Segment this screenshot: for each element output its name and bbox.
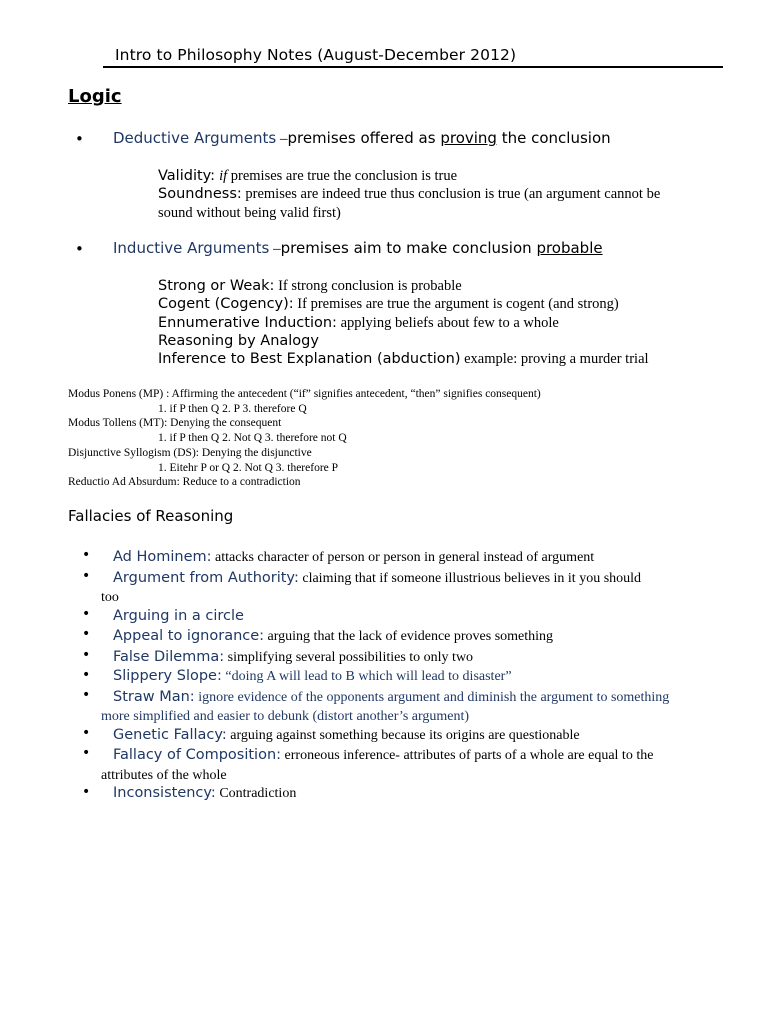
def-abduction [158,350,649,368]
fallacy-item [113,745,653,765]
section-heading-fallacies: Fallacies of Reasoning [68,507,234,525]
cogent-term: Cogent (Cogency): [158,296,294,312]
fallacy-bullet: • [82,547,91,563]
fallacy-term: Arguing in a circle [113,608,244,624]
def-soundness-continued [158,204,341,222]
validity-text: premises are true the conclusion is true [227,168,458,184]
soundness-cont: sound without being valid first) [158,205,341,221]
fallacy-bullet: • [82,568,91,584]
fallacy-item-continued [101,587,119,607]
fallacy-text-cont: attributes of the whole [101,768,227,783]
analogy-term: Reasoning by Analogy [158,333,319,349]
fallacy-text: erroneous inference- attributes of parts of a whole are equal to the [281,748,654,763]
fallacy-text: arguing that the lack of evidence proves something [264,629,554,644]
validity-term: Validity: [158,168,216,184]
abduction-text: example: proving a murder trial [460,351,649,367]
fallacy-text: simplifying several possibilities to only two [224,650,474,665]
deductive-text-pre: premises offered as [287,129,441,147]
rule-modus-ponens-form: 1. if P then Q 2. P 3. therefore Q [158,403,307,415]
fallacy-item [113,687,669,707]
def-cogent [158,295,619,313]
fallacy-term: Ad Hominem: [113,549,212,565]
def-soundness [158,185,660,203]
fallacy-text: claiming that if someone illustrious believes in it you should [298,571,642,586]
soundness-text: premises are indeed true thus conclusion is true (an argument cannot be [241,186,661,202]
fallacy-term: Straw Man: [113,689,195,705]
fallacy-term: Argument from Authority: [113,570,299,586]
fallacy-bullet: • [82,647,91,663]
inductive-emph: probable [536,239,603,257]
cogent-text: If premises are true the argument is cogent (and strong) [293,296,619,312]
rule-reductio: Reductio Ad Absurdum: Reduce to a contradiction [68,476,301,488]
validity-if: if [219,168,228,184]
deductive-text-post: the conclusion [496,129,611,147]
fallacy-bullet: • [82,626,91,642]
fallacy-item [113,666,512,686]
inductive-text-pre: premises aim to make conclusion [280,239,537,257]
fallacy-item [113,725,580,745]
fallacy-text: attacks character of person or person in general instead of argument [211,550,595,565]
rule-modus-ponens: Modus Ponens (MP) : Affirming the antecedent (“if” signifies antecedent, “then” signifies consequent) [68,388,541,400]
fallacy-item [113,626,553,646]
bullet-inductive: • [75,240,84,258]
fallacy-bullet: • [82,687,91,703]
bullet-deductive: • [75,130,84,148]
rule-modus-tollens-form: 1. if P then Q 2. Not Q 3. therefore not Q [158,432,347,444]
deductive-term: Deductive Arguments [113,129,277,147]
inductive-arguments-line [113,239,603,258]
fallacy-item [113,606,244,626]
fallacy-item [113,568,641,588]
strong-weak-term: Strong or Weak: [158,278,275,294]
fallacy-term: Slippery Slope: [113,668,222,684]
rule-disjunctive-syllogism-form: 1. Eitehr P or Q 2. Not Q 3. therefore P [158,462,339,474]
deductive-arguments-line [113,129,611,148]
inductive-dash: – [273,241,281,257]
fallacy-item [113,783,296,803]
rule-disjunctive-syllogism: Disjunctive Syllogism (DS): Denying the disjunctive [68,447,312,459]
def-strong-weak [158,277,462,295]
fallacy-item [113,647,473,667]
fallacy-text-cont: too [101,590,119,605]
fallacy-bullet: • [82,745,91,761]
fallacy-bullet: • [82,725,91,741]
fallacy-bullet: • [82,606,91,622]
fallacy-term: False Dilemma: [113,649,225,665]
fallacy-text-cont: more simplified and easier to debunk (distort another’s argument) [101,709,470,724]
def-analogy [158,332,319,350]
fallacy-bullet: • [82,667,91,683]
fallacy-text: “doing A will lead to B which will lead to disaster” [221,669,512,684]
title-underline-rule [103,66,723,68]
ennumerative-term: Ennumerative Induction: [158,315,337,331]
fallacy-item-continued [101,765,227,785]
document-title: Intro to Philosophy Notes (August-December 2012) [115,46,517,64]
deductive-emph: proving [440,129,497,147]
fallacy-item [113,547,594,567]
fallacy-text: arguing against something because its origins are questionable [226,728,580,743]
abduction-term: Inference to Best Explanation (abduction) [158,351,461,367]
fallacy-text: ignore evidence of the opponents argument and diminish the argument to something [194,690,670,705]
fallacy-bullet: • [82,784,91,800]
fallacy-term: Appeal to ignorance: [113,628,265,644]
fallacy-item-continued [101,706,469,726]
soundness-term: Soundness: [158,186,242,202]
deductive-dash: – [279,131,288,147]
section-heading-logic: Logic [68,86,122,107]
fallacy-text: Contradiction [215,786,297,801]
strong-weak-text: If strong conclusion is probable [274,278,462,294]
def-ennumerative [158,314,559,332]
def-validity [158,167,457,185]
fallacy-term: Inconsistency: [113,785,216,801]
fallacy-term: Fallacy of Composition: [113,747,282,763]
rule-modus-tollens: Modus Tollens (MT): Denying the consequent [68,417,282,429]
ennumerative-text: applying beliefs about few to a whole [336,315,559,331]
fallacy-term: Genetic Fallacy: [113,727,227,743]
inductive-term: Inductive Arguments [113,239,270,257]
